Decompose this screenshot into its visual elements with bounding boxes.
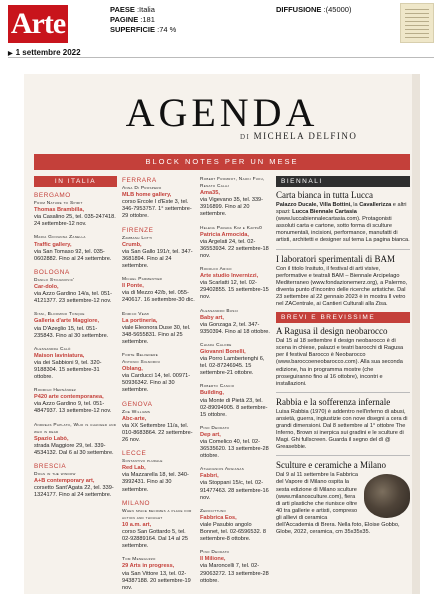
listing-entry: Rodolfo Arico Arte studio Invernizzi, via Scarlatti 12, tel. 02-29402855. 15 settembre-15 nov.	[200, 267, 269, 301]
issue-date	[8, 48, 81, 57]
byline	[240, 131, 357, 141]
feature-title: A Ragusa il design neobarocco	[276, 326, 388, 337]
listing-entry: Dogs in the window A+B contemporary art, corsetto Sant'Agata 22, tel. 339-1324177. Fino al 24 settembre.	[34, 472, 114, 499]
listing-entry: Sostantivo plurale Red Lab, via Mazzarella 18, tel. 340-3992431. Fino al 30 settembre.	[122, 459, 189, 493]
listing-entry: Athanasios Argianas Fabbri, via Stoppani 15/c, tel. 02-91477463. 28 settembre-16 nov.	[200, 467, 269, 501]
listing-entry: Danilo Stojanovic' Car-dolo, via Azzo Gardino 14/a, tel. 051-4121377. 23 settembre-12 nov.	[34, 277, 113, 305]
listing-entry: Alessandra Calò Maison laviniatura, via dei Sabbioni 9, tel. 320-9188304. 15 settembre-31 ottobre.	[34, 346, 102, 381]
article-page	[24, 74, 420, 594]
superficie-value: :74 %	[157, 25, 177, 34]
divider	[276, 392, 410, 393]
banner: BLOCK NOTES PER UN MESE	[34, 154, 410, 170]
city-heading: BRESCIA	[34, 463, 67, 470]
listing-entry: Rodrigo Hernández P420 arte contemporanea, via Azzo Gardino 9, tel. 051-4847937. 13 settembre-12 nov.	[34, 388, 112, 415]
city-heading: LECCE	[122, 450, 147, 458]
byline-name: MICHELA DELFINO	[253, 131, 358, 141]
clip-metadata	[110, 5, 176, 35]
listing-entry: Pino Deodato Dep art, via Comelico 40, tel. 02-36535620. 13 settembre-28 ottobre.	[200, 425, 269, 460]
city-heading: FIRENZE	[122, 226, 154, 234]
listing-entry: Tom Meneguzzo 29 Arts in progress, via San Vittore 13, tel. 02-94387188. 20 settembre-19 nov.	[122, 557, 191, 591]
feature-body: Dal 9 al 11 settembre la Fabbrica del Vapore di Milano ospita la sesta edizione di Milano sculture (www.milanosculture.com), fiera di arti plastiche che riunisce oltre 40 tra gallerie e artisti, compreso gli allievi di ceramica dell'Accademia di Brera. Nella foto, Eloise Gobbo, Globe, 2022, ceramica, cm 35x35x35.	[276, 472, 410, 536]
publication-logo: Arte	[8, 5, 68, 43]
column-in-italia	[34, 176, 117, 505]
listing-entry: Zoe Williams Abc-arte, via XX Settembre 11/a, tel. 010-8683864. 22 settembre-26 nov.	[122, 409, 193, 443]
feature-body: Con il titolo Insituto, il festival di arti visive, performative e teatrali BAM – Biennale Arcipelago Mediterraneo (www.fondazionemerz.org), a Palermo, diventa punto d'incontro delle ricerche artistiche. Dal 23 settembre al 22 gennaio 2023 è in mostra Il vetro nel ZACentrale, ai Cantieri Culturali alla Zisa.	[276, 265, 408, 308]
bullet-icon: ▶	[8, 51, 13, 57]
listing-entry: When space becomes a place for action and thought 10 a.m. art, corso San Gottardo 5, tel. 02-92889164. Dal 14 al 25 settembre.	[122, 508, 192, 550]
feature-body: Luisa Rabbia (1970) è addentro nell'inferno di abusi, ansietà, guerra, ingiustizie con nove disegni a cera di grandi dimensioni. Dal 8 settembre al 1° ottobre The Inferno, Brown si inerpica sui gradini e le sculture di Magi. Ghi fullscreen. Guarda il segno del dì @ Greasebbie.	[276, 408, 408, 451]
listing-entry: Pino Deodato Il Milione, via Maroncelli 7, tel. 02-29063272. 13 settembre-28 ottobre.	[200, 550, 269, 584]
city-heading: BERGAMO	[34, 192, 71, 199]
paese-label: PAESE	[110, 5, 135, 14]
byline-prefix: DI	[240, 133, 251, 141]
listing-entry: Roberto Cascio Building, via Monte di Pietà 23, tel. 02-89094905. 8 settembre-15 ottobre.	[200, 384, 268, 418]
listing-entry: Andreas Paplato, Who is changed and who is dead Spazio Labò, strada Maggiore 29, tel. 339-4534132. Dal 6 al 30 settembre.	[34, 422, 117, 456]
listing-entry: Alessandro Busci Baby art, via Gonzaga 2, tel. 347-9350394. Fino al 18 ottobre.	[200, 308, 270, 335]
pagine-value: :181	[140, 15, 155, 24]
article-title: AGENDA	[125, 90, 319, 135]
feature-title: Sculture e ceramiche a Milano	[276, 460, 386, 471]
listing-entry: Zambash Lotti Crumb, via San Gallo 191/r, tel. 347-3681894. Fino al 24 settembre.	[122, 235, 193, 270]
listing-entry: Forte Belvedere Antonio Signorini Oblang, via Carducci 14, tel. 00971-50936342. Fino al 30 settembre.	[122, 352, 191, 394]
feature-body: Dal 15 al 18 settembre il design neobarocco è di scena in chiese, palazzi e teatri barocchi di Ragusa per il festival Barocco è Neobarocco (www.baroccoeneobarocco.com). Alla sua seconda edizione, ha in programma mostre (che proseguiranno fino al 16 ottobre), incontri e installazioni.	[276, 338, 404, 387]
city-heading: BOLOGNA	[34, 268, 70, 276]
paese-value: :Italia	[136, 5, 155, 14]
issue-date-text: 1 settembre 2022	[15, 48, 81, 57]
sculpture-photo	[364, 474, 410, 518]
diffusione-value: :(45000)	[323, 5, 352, 14]
section-head: IN ITALIA	[34, 176, 117, 187]
feature-body: Palazzo Ducale, Villa Bottini, la Cavallerizza e altri spazi: Lucca Biennale Cartasia (www.luccabiennalecartasia.com). Protagonisti assoluti carta e cartone, sotto forma di sculture monumentali, incisioni, performance, manufatti di artisti, architetti e designer sul tema La pagina bianca.	[276, 202, 410, 244]
city-heading: MILANO	[122, 499, 151, 507]
listing-entry: Sissi, Bloomino Tonque Galleria d'arte Maggiore, via D'Azeglio 15, tel. 051-235843. Fino al 30 settembre.	[34, 312, 109, 339]
listing-entry: Zerocittuno Fabbrica Eos, viale Pasubio angolo Bonnet, tel. 02-6596532. 8 settembre-8 ottobre.	[200, 508, 266, 543]
divider	[276, 455, 410, 456]
listing-entry: Maria Giovanna Zanella Traffic gallery, via San Tomaso 92, tel. 035-0602882. Fino al 24 settembre.	[34, 235, 112, 262]
feature-title: Rabbia e la sofferenza infernale	[276, 396, 391, 407]
feature-title: I laboratori sperimentali di BAM	[276, 253, 395, 264]
divider	[276, 249, 410, 250]
column-features	[276, 176, 410, 540]
section-head-biennali: BIENNALI	[276, 176, 410, 187]
column-listings-2	[122, 176, 195, 598]
city-heading: FERRARA	[122, 177, 157, 184]
superficie-label: SUPERFICIE	[110, 25, 156, 34]
feature-title: Carta bianca in tutta Lucca	[276, 190, 373, 200]
listing-entry: Enrico Vezzi La portineria, viale Eleonora Duse 30, tel. 348-5655831. Fino al 25 settembre.	[122, 311, 191, 345]
diffusione	[276, 5, 351, 14]
section-head-brevi: BREVI E BREVISSIME	[276, 312, 410, 323]
listing-entry: Robert Fromrot, Naoki Fuku, Renato Calaj Ama35, via Vigevano 35, tel. 339-3916899. Fino al 20 settembre.	[200, 177, 265, 218]
listing-entry: Anna Di Prospero MLB home gallery, corso Ercole I d'Este 3, tel. 346-7953757. 1° settembre-29 ottobre.	[122, 186, 192, 220]
listing-entry: Chiara Calore Giovanni Bonelli, via Porro Lambertenghi 6, tel. 02-87246945. 15 settembre-21 ottobre.	[200, 342, 265, 377]
column-listings-3	[200, 176, 270, 591]
pagine-label: PAGINE	[110, 15, 139, 24]
listing-entry: From Nature to Spirit Thomas Brambilla, via Casalino 25, tel. 035-247418. 24 settembre-12 nov.	[34, 201, 116, 228]
listing-entry: Michel Parmentier Il Ponte, via di Mezzo 42/b, tel. 055-240617. 16 settembre-30 dic.	[122, 277, 195, 304]
divider	[8, 57, 434, 58]
listing-entry: Helena Parada Kim e Kappa0 Patricia Armocida, via Argelati 24, tel. 02-36553934. 22 settembre-18 nov.	[200, 225, 269, 259]
diffusione-label: DIFFUSIONE	[276, 5, 322, 14]
city-heading: GENOVA	[122, 400, 153, 408]
page-thumbnail	[400, 3, 434, 43]
